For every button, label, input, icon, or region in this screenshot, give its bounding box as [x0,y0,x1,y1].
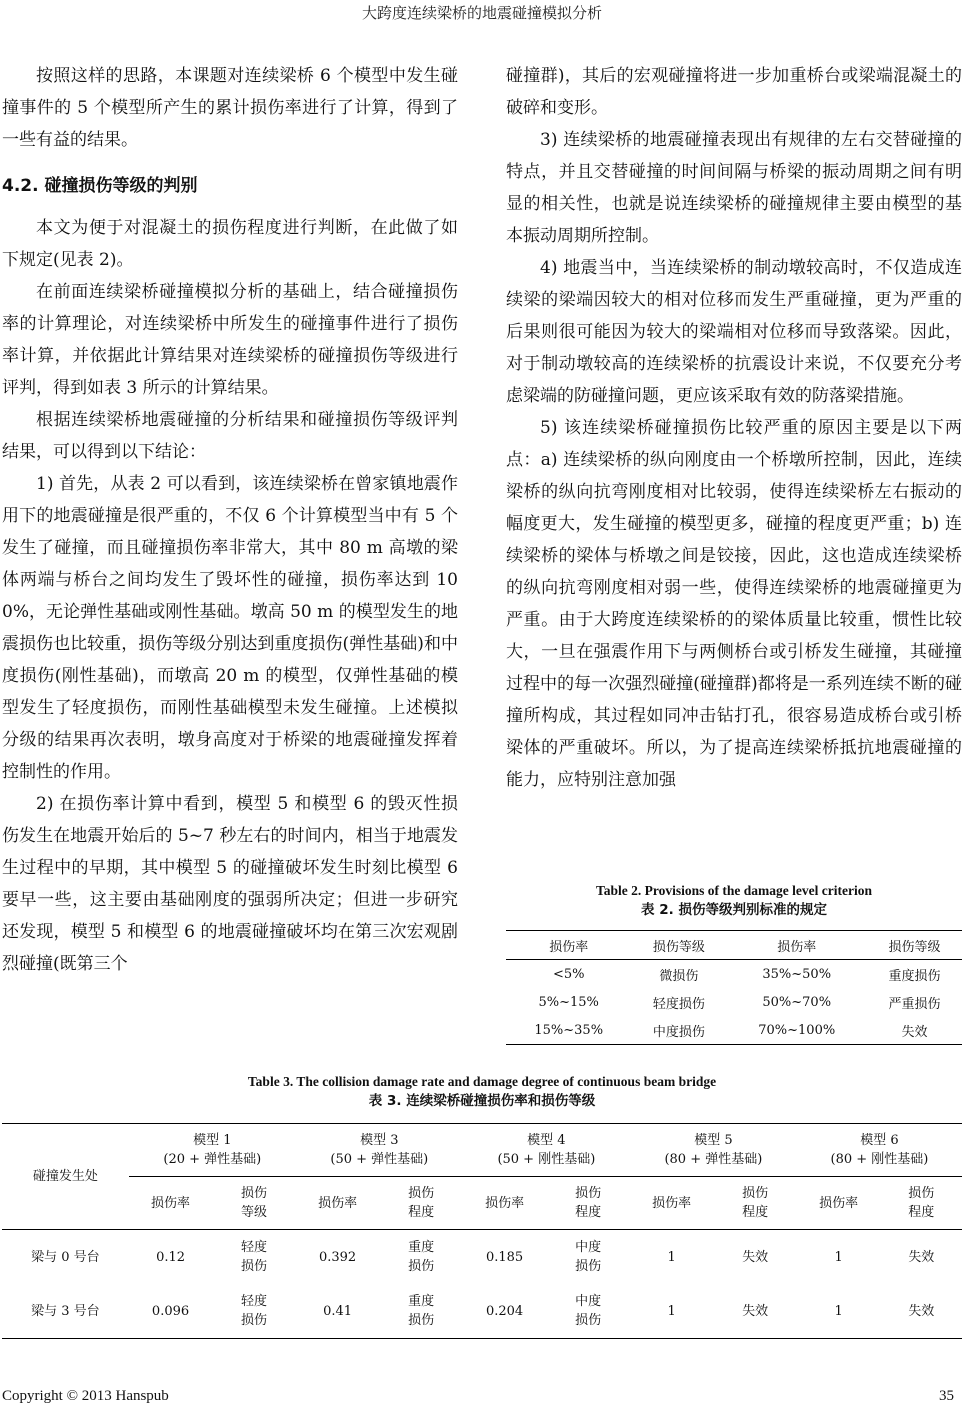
table-cell: 重度 损伤 [408,1240,435,1274]
table-row [2,1230,962,1285]
paragraph: 按照这样的思路，本课题对连续梁桥 6 个模型中发生碰撞事件的 5 个模型所产生的累计损伤率进行了计算，得到了一些有益的结果。 [2,66,458,150]
collision-damage-table [2,1123,962,1339]
subheader-cell: 损伤 程度 [713,1177,797,1230]
paragraph: 5) 该连续梁桥碰撞损伤比较严重的原因主要是以下两点：a) 连续梁桥的纵向刚度由一个桥墩所控制，因此，连续梁桥的纵向抗弯刚度相对比较弱，使得连续梁桥左右振动的幅度更大，发生碰撞的模型更多，碰撞的程度更严重；b) 连续梁桥的梁体与桥墩之间是铰接，因此，这也造成连续梁桥的纵向抗弯刚度相对弱一些，使得连续梁桥的地震碰撞更为严重。由于大跨度连续梁桥的的梁体质量比较重，惯性比较大，一旦在强震作用下与两侧桥台或引桥发生碰撞，其碰撞过程中的每一次强烈碰撞(碰撞群)都将是一系列连续不断的碰撞所构成，其过程如同冲击钻打孔，很容易造成桥台或引桥梁体的严重破坏。所以，为了提高连续梁桥抵抗地震碰撞的能力，应特别注意加强 [506,418,962,790]
table2-caption-en: Table 2. Provisions of the damage level criterion [596,883,872,898]
table-cell: 35%~50% [762,966,832,982]
table-cell: 失效 [742,1249,769,1265]
table-cell: 失效 [908,1249,935,1265]
table3-caption-en: Table 3. The collision damage rate and damage degree of continuous beam bridge [247,1074,717,1089]
model-name: 模型 3 [360,1133,399,1148]
table-header-cell: 损伤等级 [631,931,726,960]
table-cell: 严重损伤 [888,996,941,1012]
table-header-row [506,931,962,960]
paragraph: 在前面连续梁桥碰撞模拟分析的基础上，结合碰撞损伤率的计算理论，对连续梁桥中所发生的碰撞事件进行了损伤率计算，并依据此计算结果对连续梁桥的碰撞损伤等级进行评判，得到如表 3 所示的计算结果。 [2,282,458,398]
paragraph: 根据连续梁桥地震碰撞的分析结果和碰撞损伤等级评判结果，可以得到以下结论： [2,410,458,462]
model-desc: (80 + 刚性基础) [830,1152,929,1167]
table-cell: 中度 损伤 [575,1240,602,1274]
table-header-row [2,1124,962,1177]
table2-caption-zh: 表 2. 损伤等级判别标准的规定 [641,902,827,918]
model-header [630,1124,797,1177]
model-header [129,1124,296,1177]
right-column [506,60,962,796]
table-cell: 0.12 [156,1249,186,1265]
table-cell: 0.096 [129,1284,213,1339]
table-cell: 0.392 [318,1249,357,1265]
model-name: 模型 1 [193,1133,232,1148]
table-cell: 15%~35% [506,1016,631,1045]
model-desc: (80 + 弹性基础) [664,1152,763,1167]
table-cell: 失效 [880,1284,962,1339]
subheader-cell: 损伤率 [630,1177,714,1230]
table-cell: 0.204 [463,1284,547,1339]
table3-caption-zh: 表 3. 连续梁桥碰撞损伤率和损伤等级 [368,1093,596,1109]
model-header [296,1124,463,1177]
table-cell: 50%~70% [762,994,832,1010]
subheader-cell: 损伤 等级 [212,1177,296,1230]
table-row [506,960,962,989]
paragraph: 4) 地震当中，当连续梁桥的制动墩较高时，不仅造成连续梁的梁端因较大的相对位移而发生严重碰撞，更为严重的后果则很可能因为较大的梁端相对位移而导致落梁。因此，对于制动墩较高的连续梁桥的抗震设计来说，不仅要充分考虑梁端的防碰撞问题，更应该采取有效的防落梁措施。 [506,258,962,406]
table3-block [2,1073,962,1339]
table-cell: 轻度 损伤 [212,1284,296,1339]
table-row [506,988,962,1016]
subheader-cell: 损伤 程度 [880,1177,962,1230]
subheader-cell: 损伤 程度 [546,1177,630,1230]
table-cell: 失效 [713,1284,797,1339]
table-cell: 轻度损伤 [652,996,705,1012]
copyright-notice: Copyright © 2013 Hanspub [2,1388,169,1404]
table-cell: 1 [630,1284,714,1339]
section-heading: 4.2. 碰撞损伤等级的判别 [2,176,198,196]
location-cell: 梁与 0 号台 [31,1249,100,1265]
paragraph: 2) 在损伤率计算中看到，模型 5 和模型 6 的毁灭性损伤发生在地震开始后的 5~7 秒左右的时间内，相当于地震发生过程中的早期，其中模型 5 的碰撞破坏发生时刻比模型 6 要早一些，这主要由基础刚度的强弱所决定；但进一步研究还发现，模型 5 和模型 6 的地震碰撞破坏均在第三次宏观剧烈碰撞(既第三个 [2,794,458,974]
paragraph: 本文为便于对混凝土的损伤程度进行判断，在此做了如下规定(见表 2)。 [2,218,458,270]
subheader-cell: 损伤率 [296,1177,380,1230]
paragraph: 1) 首先，从表 2 可以看到，该连续梁桥在曾家镇地震作用下的地震碰撞是很严重的，不仅 6 个计算模型当中有 5 个发生了碰撞，而且碰撞损伤率非常大，其中 80 m 高墩的梁体两端与桥台之间均发生了毁坏性的碰撞，损伤率达到 100%，无论弹性基础或刚性基础。墩高 50 m 的模型发生的地震损伤也比较重，损伤等级分别达到重度损伤(弹性基础)和中度损伤(刚性基础)，而墩高 20 m 的模型，仅弹性基础的模型发生了轻度损伤，而刚性基础模型未发生碰撞。上述模拟分级的结果再次表明，墩身高度对于桥梁的地震碰撞发挥着控制性的作用。 [2,474,458,782]
table2-block [506,882,962,1045]
model-header [797,1124,962,1177]
table-cell: 0.185 [485,1249,524,1265]
table-header-cell: 损伤率 [726,931,867,960]
table-header-cell: 损伤等级 [867,931,962,960]
page-number: 35 [939,1388,954,1404]
model-name: 模型 5 [694,1133,733,1148]
location-header: 碰撞发生处 [2,1124,129,1230]
subheader-cell: 损伤率 [463,1177,547,1230]
table-cell: 5%~15% [538,994,599,1010]
table-subheader-row [2,1177,962,1230]
model-name: 模型 6 [860,1133,899,1148]
table-row [2,1284,962,1339]
table-cell: 70%~100% [726,1016,867,1045]
damage-criterion-table [506,930,962,1045]
table-cell: 微损伤 [659,968,699,984]
subheader-cell: 损伤率 [797,1177,881,1230]
left-column [2,60,458,980]
table-cell: 重度损伤 [888,968,941,984]
running-title: 大跨度连续梁桥的地震碰撞模拟分析 [361,4,602,22]
model-name: 模型 4 [527,1133,566,1148]
table-cell: 失效 [867,1016,962,1045]
subheader-cell: 损伤率 [129,1177,213,1230]
model-desc: (50 + 弹性基础) [330,1152,429,1167]
table-row [506,1016,962,1045]
table-cell: 中度损伤 [631,1016,726,1045]
table-cell: 0.41 [296,1284,380,1339]
paragraph: 3) 连续梁桥的地震碰撞表现出有规律的左右交替碰撞的特点，并且交替碰撞的时间间隔与桥梁的振动周期之间有明显的相关性，也就是说连续梁桥的碰撞规律主要由模型的基本振动周期所控制。 [506,130,962,246]
table-cell: 重度 损伤 [379,1284,463,1339]
table-cell: 轻度 损伤 [241,1240,268,1274]
location-cell: 梁与 3 号台 [2,1284,129,1339]
table-cell: 1 [834,1249,843,1265]
subheader-cell: 损伤 程度 [379,1177,463,1230]
table-cell: <5% [552,966,585,982]
table-cell: 1 [797,1284,881,1339]
model-desc: (20 + 弹性基础) [163,1152,262,1167]
table-cell: 1 [667,1249,676,1265]
table-header-cell: 损伤率 [506,931,631,960]
paragraph: 碰撞群)，其后的宏观碰撞将进一步加重桥台或梁端混凝土的破碎和变形。 [506,66,962,118]
table-cell: 中度 损伤 [546,1284,630,1339]
model-desc: (50 + 刚性基础) [497,1152,596,1167]
model-header [463,1124,630,1177]
